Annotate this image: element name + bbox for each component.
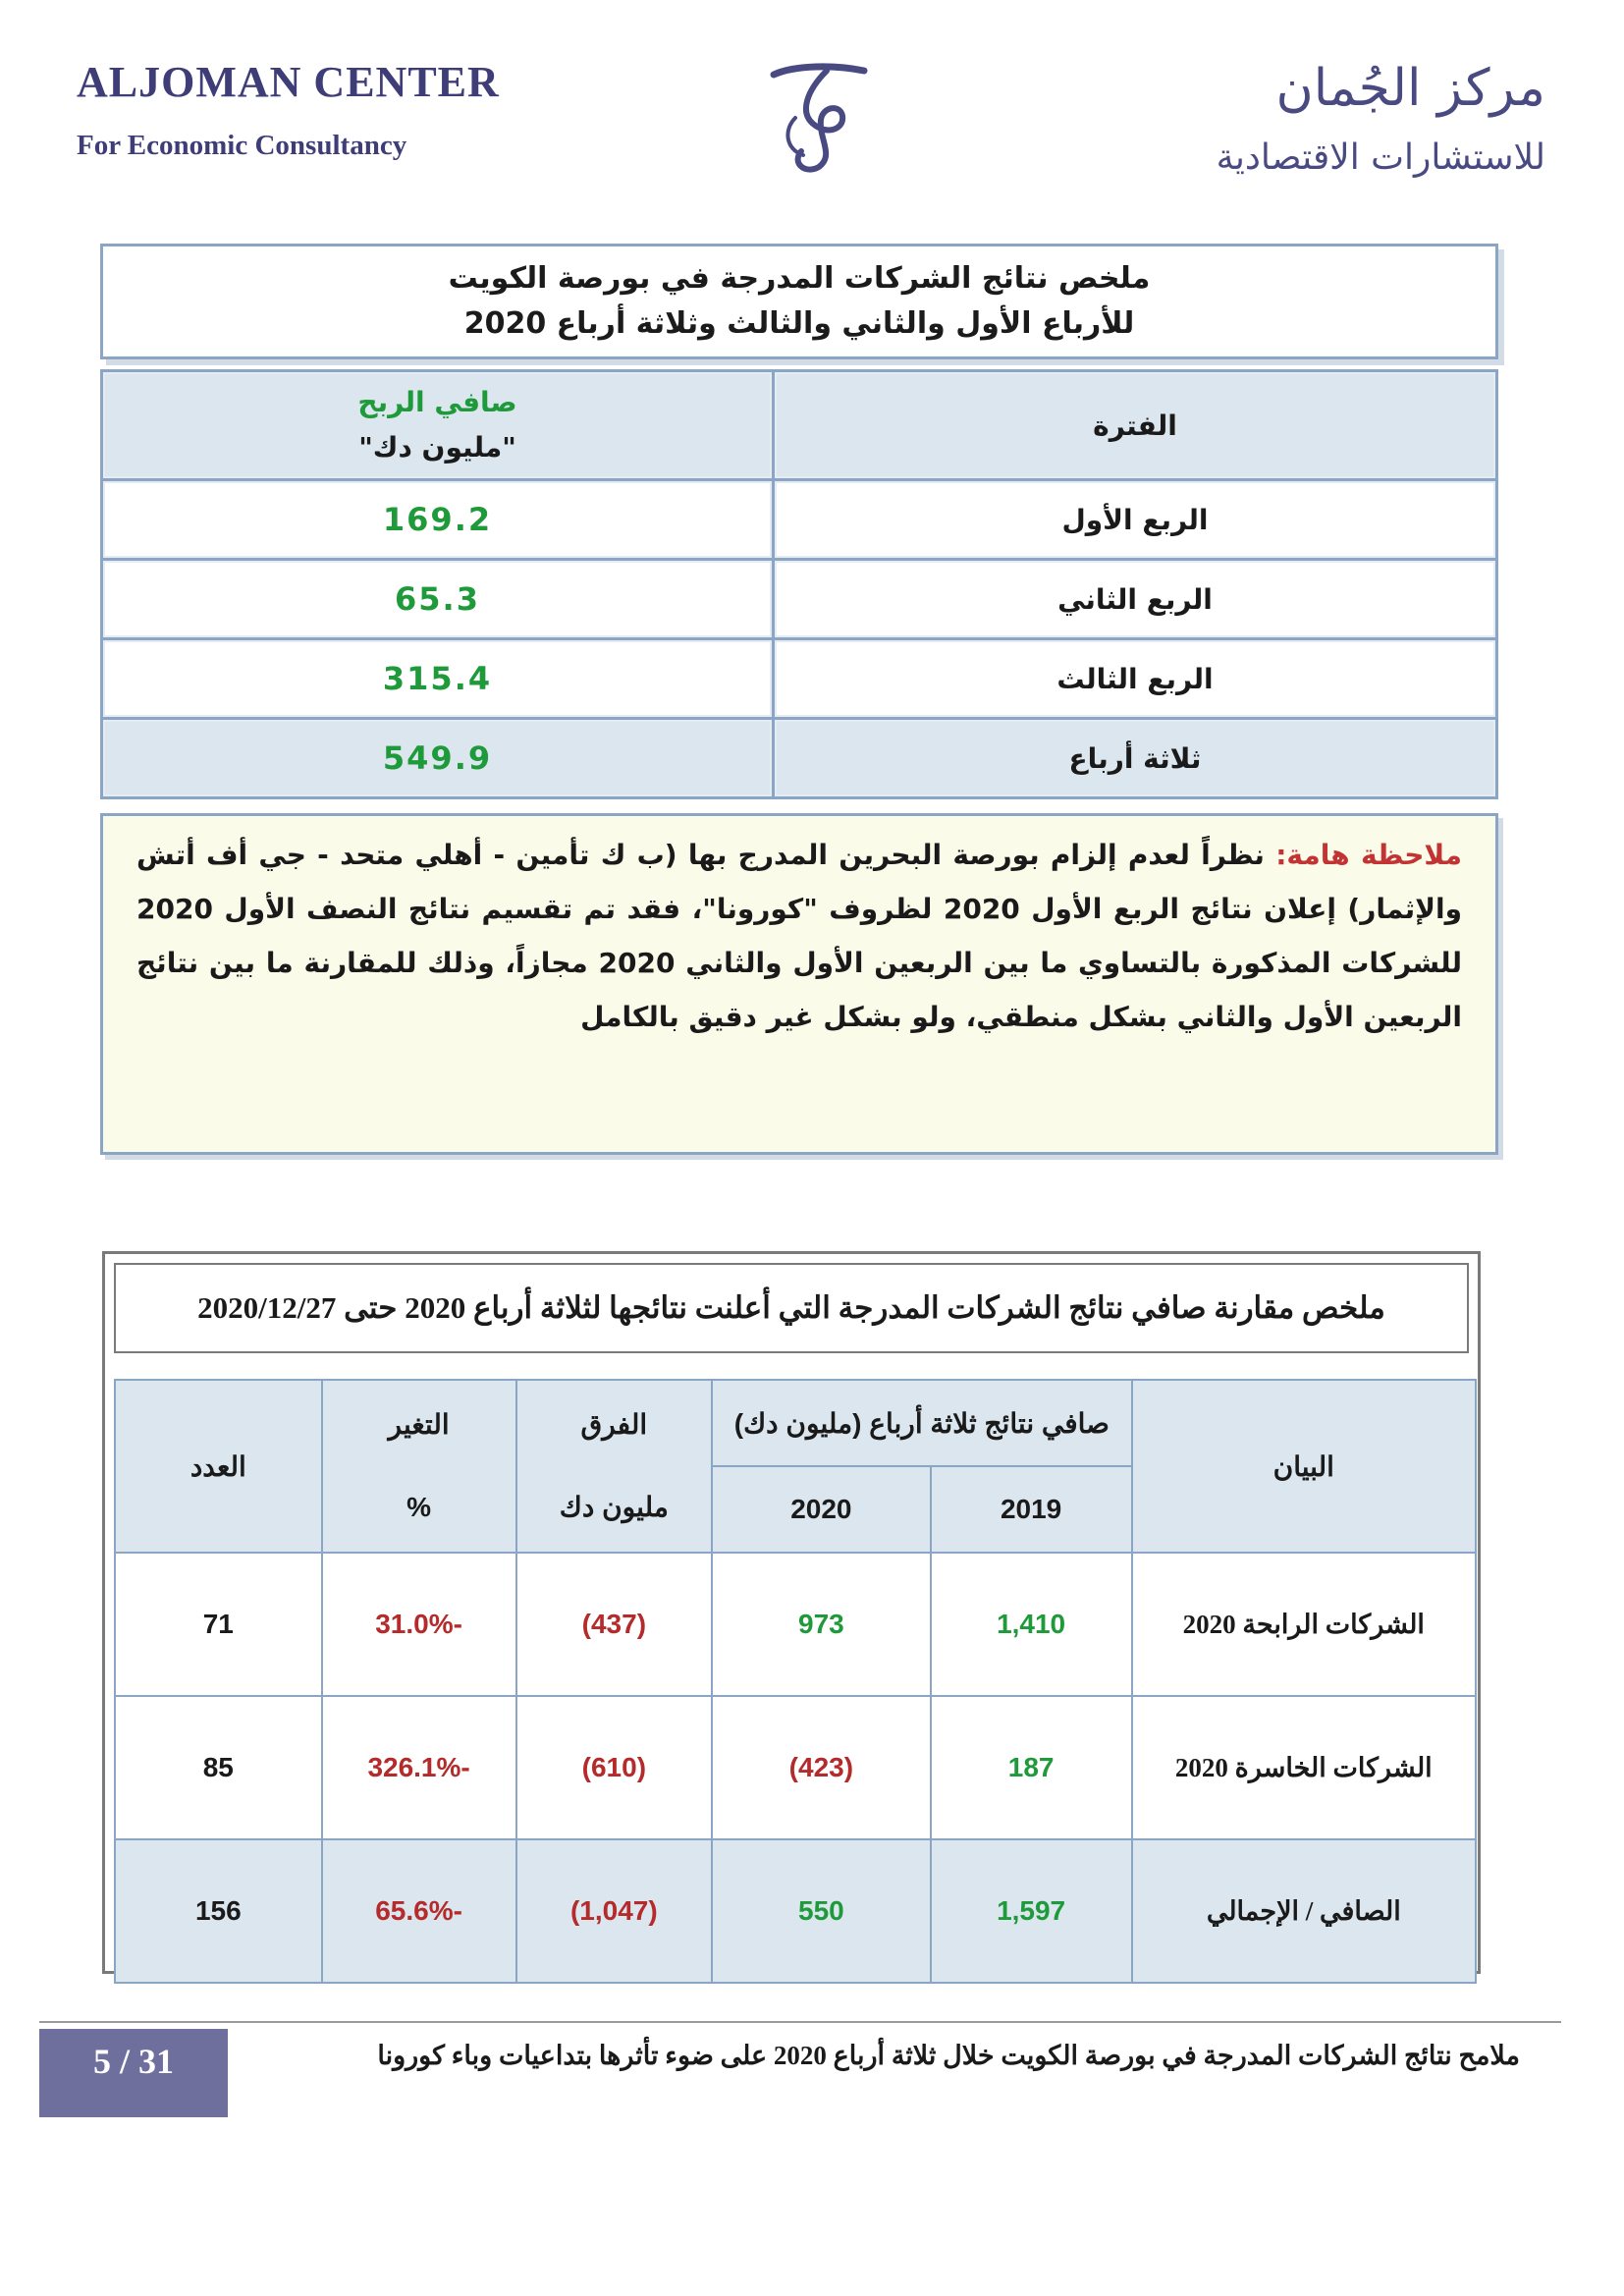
profit-cell: 65.3 bbox=[102, 560, 774, 639]
table-row bbox=[115, 1553, 1476, 1696]
header-difference-unit: مليون دك bbox=[559, 1492, 669, 1522]
table-row bbox=[102, 560, 1497, 639]
header-net-results: صافي نتائج ثلاثة أرباع (مليون دك) bbox=[712, 1380, 1132, 1466]
header-year-2020: 2020 bbox=[712, 1466, 931, 1553]
table-row-total bbox=[115, 1839, 1476, 1983]
note-paragraph bbox=[136, 828, 1462, 1044]
table-row-total bbox=[102, 719, 1497, 798]
comparison-table-title: ملخص مقارنة صافي نتائج الشركات المدرجة التي أعلنت نتائجها لثلاثة أرباع 2020 حتى 2020/12/27 bbox=[114, 1263, 1469, 1353]
header-statement: البيان bbox=[1132, 1380, 1476, 1553]
table1-title-line2: للأرباع الأول والثاني والثالث وثلاثة أرباع 2020 bbox=[463, 306, 1135, 341]
table1-title-line1: ملخص نتائج الشركات المدرجة في بورصة الكويت bbox=[448, 261, 1151, 296]
header-net-profit-label: صافي الربح bbox=[357, 386, 517, 418]
header-net-profit bbox=[102, 371, 774, 480]
change-cell: -31.0% bbox=[322, 1553, 516, 1696]
table1-title bbox=[100, 244, 1498, 359]
quarterly-profit-table bbox=[100, 369, 1498, 799]
note-text: نظراً لعدم إلزام بورصة البحرين المدرج بها (ب ك تأمين - أهلي متحد - جي أف أتش والإثمار) إعلان نتائج الربع الأول 2020 لظروف "كورونا"، فقد تم تقسيم نتائج النصف الأول 2020 للشركات المذكورة بالتساوي ما بين الربعين الأول والثاني 2020 مجازاً، وذلك للمقارنة ما بين نتائج الربعين الأول والثاني بشكل منطقي، ولو بشكل غير دقيق بالكامل bbox=[136, 839, 1463, 1033]
header-change-unit: % bbox=[406, 1492, 432, 1522]
value-2020-cell: (423) bbox=[712, 1696, 931, 1839]
period-cell: الربع الثالث bbox=[774, 639, 1497, 719]
table-row bbox=[102, 480, 1497, 560]
header-net-profit-unit: "مليون دك" bbox=[358, 431, 516, 464]
value-2020-cell: 973 bbox=[712, 1553, 931, 1696]
header-change bbox=[322, 1380, 516, 1553]
important-note bbox=[100, 813, 1498, 1155]
count-cell: 156 bbox=[115, 1839, 322, 1983]
header-year-2019: 2019 bbox=[931, 1466, 1132, 1553]
value-2020-cell: 550 bbox=[712, 1839, 931, 1983]
comparison-table bbox=[114, 1379, 1477, 1984]
statement-cell: الشركات الخاسرة 2020 bbox=[1132, 1696, 1476, 1839]
period-cell: ثلاثة أرباع bbox=[774, 719, 1497, 798]
profit-cell: 315.4 bbox=[102, 639, 774, 719]
count-cell: 85 bbox=[115, 1696, 322, 1839]
header-difference-label: الفرق bbox=[580, 1409, 648, 1440]
profit-cell: 169.2 bbox=[102, 480, 774, 560]
value-2019-cell: 187 bbox=[931, 1696, 1132, 1839]
table-header-row bbox=[102, 371, 1497, 480]
brand-name-ar: مركز الجُمان bbox=[1275, 59, 1545, 118]
brand-subtitle-en: For Economic Consultancy bbox=[77, 130, 407, 161]
footer-title: ملامح نتائج الشركات المدرجة في بورصة الكويت خلال ثلاثة أرباع 2020 على ضوء تأثرها بتداعيات وباء كورونا bbox=[377, 2041, 1520, 2070]
header-difference bbox=[516, 1380, 713, 1553]
change-cell: -65.6% bbox=[322, 1839, 516, 1983]
header-count: العدد bbox=[115, 1380, 322, 1553]
note-label: ملاحظة هامة: bbox=[1275, 839, 1462, 871]
period-cell: الربع الأول bbox=[774, 480, 1497, 560]
period-cell: الربع الثاني bbox=[774, 560, 1497, 639]
difference-cell: (437) bbox=[516, 1553, 713, 1696]
header-change-label: التغير bbox=[388, 1409, 450, 1440]
value-2019-cell: 1,410 bbox=[931, 1553, 1132, 1696]
count-cell: 71 bbox=[115, 1553, 322, 1696]
aljoman-monogram-logo bbox=[766, 61, 874, 175]
difference-cell: (610) bbox=[516, 1696, 713, 1839]
table-header-row bbox=[115, 1380, 1476, 1466]
profit-cell: 549.9 bbox=[102, 719, 774, 798]
header-period: الفترة bbox=[774, 371, 1497, 480]
statement-cell: الشركات الرابحة 2020 bbox=[1132, 1553, 1476, 1696]
table-row bbox=[102, 639, 1497, 719]
brand-name-en: ALJOMAN CENTER bbox=[77, 58, 500, 106]
footer-divider bbox=[39, 2021, 1561, 2023]
value-2019-cell: 1,597 bbox=[931, 1839, 1132, 1983]
table-row bbox=[115, 1696, 1476, 1839]
brand-subtitle-ar: للاستشارات الاقتصادية bbox=[1216, 137, 1545, 178]
statement-cell: الصافي / الإجمالي bbox=[1132, 1839, 1476, 1983]
difference-cell: (1,047) bbox=[516, 1839, 713, 1983]
page-number: 5 / 31 bbox=[39, 2029, 228, 2117]
change-cell: -326.1% bbox=[322, 1696, 516, 1839]
